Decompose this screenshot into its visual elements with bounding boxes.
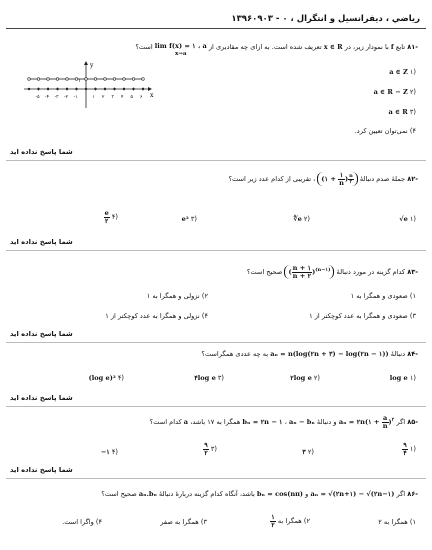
question-number: -۸۱ [407, 43, 418, 51]
graph-open-dot [123, 78, 126, 81]
graph-open-dot [94, 78, 97, 81]
graph-filled-dot [94, 88, 96, 90]
graph-open-dot [113, 78, 116, 81]
question-divider [6, 342, 426, 343]
question-85-option-4[interactable]: −۱ ۴) [100, 448, 118, 456]
x-axis-arrow [148, 87, 152, 91]
question-82-option-3[interactable]: e² ۳) [181, 215, 197, 223]
graph-filled-dot [75, 88, 77, 90]
math-product: aₙ.bₙ [138, 490, 157, 498]
question-divider [6, 250, 426, 251]
stem-text: تعريف شده است. به ازاى چه مقاديرى از [208, 43, 322, 51]
question-divider [6, 160, 426, 161]
stem-text: تابع [395, 43, 406, 51]
question-82-option-4[interactable]: $\frac{e}{۲}$ ۴) [104, 209, 118, 225]
math-domain: x ∈ R [323, 43, 343, 51]
x-tick-labels [36, 94, 143, 100]
graph-open-dot [85, 78, 88, 81]
stem-text: اگر [396, 418, 406, 427]
graph-open-dot [47, 78, 50, 81]
stem-text: صحيح است؟ [246, 268, 283, 277]
x-tick-label: -۲ [64, 95, 69, 100]
x-tick-label: ۵ [130, 95, 133, 100]
graph-filled-dot [37, 88, 39, 90]
graph-filled-dot [66, 88, 68, 90]
x-tick-label: -۱ [73, 95, 78, 100]
stem-text: و [305, 490, 309, 498]
question-82-option-2[interactable]: ∜e ۲) [293, 215, 310, 223]
question-82-option-1[interactable]: √e ۱) [399, 215, 416, 223]
question-83-option-1[interactable]: ۱) صعودى و همگرا به ۱ [350, 292, 416, 300]
graph-filled-dot [104, 88, 106, 90]
question-84-option-4[interactable]: (log e)² ۴) [88, 374, 124, 382]
question-divider [6, 478, 426, 479]
stem-text: جملهٔ صدم دنبالهٔ [359, 175, 406, 184]
graph-open-dot [37, 78, 40, 81]
math-sequence: aₙ = n(log(۲n + ۳) − log(۲n − ۱)) [270, 350, 389, 358]
no-answer-note: شما پاسخ نداده ايد [10, 330, 73, 338]
stem-text: صحيح است؟ [101, 490, 137, 498]
math-difference: aₙ − bₙ [288, 418, 315, 427]
no-answer-note: شما پاسخ نداده ايد [10, 238, 73, 246]
x-axis-label: x [150, 92, 154, 99]
graph-filled-dot [123, 88, 125, 90]
graph-filled-dot [85, 88, 87, 90]
no-answer-note: شما پاسخ نداده ايد [10, 394, 73, 402]
question-83-option-3[interactable]: ۳) صعودى و همگرا به عدد كوچكتر از ۱ [309, 312, 416, 320]
question-85-option-2[interactable]: ۳ ۲) [302, 448, 314, 456]
graph-filled-dot [56, 88, 58, 90]
question-86-option-4[interactable]: ۴) واگرا است. [62, 518, 102, 526]
question-83-option-4[interactable]: ۴) نزولى و همگرا به عدد كوچكتر از ۱ [105, 312, 208, 320]
question-86-option-3[interactable]: ۳) همگرا به صفر [160, 518, 207, 526]
step-function-graph [24, 60, 154, 110]
question-number: -۸۵ [407, 418, 418, 427]
x-tick-label: ۲ [102, 95, 105, 100]
x-tick-label: ۶ [140, 95, 143, 100]
math-sequence: (۱ + $\frac{۱}{n}$ ) $\frac{n}{۲}$ [317, 172, 357, 186]
graph-open-dot [66, 78, 69, 81]
stem-text: ، [284, 418, 287, 427]
graph-open-dot [142, 78, 145, 81]
graph-open-dot [104, 78, 107, 81]
question-86-option-2[interactable]: ۲) همگرا به $\frac{۱}{۲}$ [271, 513, 310, 529]
x-tick-label: ۳ [111, 95, 114, 100]
graph-open-dot [28, 78, 31, 81]
question-81-option-4[interactable]: ۴) نمى‌توان تعيين كرد. [354, 127, 416, 135]
math-f: f [390, 43, 394, 51]
math-an: aₙ = √(۲n+۱) − √(۲n−۱) [310, 490, 395, 498]
question-82-stem [229, 172, 418, 186]
x-tick-label: -۴ [45, 95, 50, 100]
graph-filled-dot [47, 88, 49, 90]
question-84-stem [201, 350, 418, 358]
y-axis-label: y [90, 62, 94, 69]
graph-filled-dot [142, 88, 144, 90]
graph-filled-dot [132, 88, 134, 90]
math-bn: bₙ = ۲n − ۱ [242, 418, 283, 427]
graph-open-dot [56, 78, 59, 81]
question-83-stem [247, 265, 418, 279]
stem-text: و دنبالهٔ [316, 418, 337, 427]
no-answer-note: شما پاسخ نداده ايد [10, 466, 73, 474]
stem-text: با نمودار زير، در [344, 43, 389, 51]
stem-text: اگر [396, 490, 406, 498]
graph-filled-dot [113, 88, 115, 90]
question-84-option-1[interactable]: log e ۱) [389, 374, 416, 382]
x-tick-label: -۳ [54, 95, 59, 100]
question-84-option-2[interactable]: ۲log e ۲) [290, 374, 320, 382]
question-81-option-1[interactable]: a ∈ Z ۱) [389, 68, 416, 76]
stem-text: دنبالهٔ [390, 350, 406, 358]
question-number: -۸۴ [407, 350, 418, 358]
question-number: -۸۶ [407, 490, 418, 498]
stem-text: است؟ [135, 43, 153, 51]
x-tick-label: -۵ [35, 95, 40, 100]
graph-open-dot [132, 78, 135, 81]
no-answer-note: شما پاسخ نداده ايد [10, 148, 73, 156]
stem-text: كدام است؟ [149, 418, 182, 427]
question-divider [6, 406, 426, 407]
question-number: -۸۳ [407, 268, 418, 277]
question-84-option-3[interactable]: ۴log e ۳) [194, 374, 224, 382]
math-limit: lim f(x) = ۱ ، a x→a [154, 42, 207, 57]
question-81-stem [135, 43, 418, 57]
stem-text: كدام گزينه در مورد دنبالهٔ [336, 268, 406, 277]
graph-open-dot [75, 78, 78, 81]
y-tick-label: ۱ [78, 78, 81, 84]
question-number: -۸۲ [407, 175, 418, 184]
stem-text: ، تقريبى از كدام عدد زير است؟ [228, 175, 316, 184]
math-a: a [183, 418, 189, 427]
math-bn: bₙ = cos(nπ) [256, 490, 304, 498]
graph-filled-dot [28, 88, 30, 90]
y-axis-arrow [84, 61, 88, 65]
math-sequence: ( $\frac{n + ۱}{n + ۲}$ )$^{(n-۱)}$ [284, 265, 334, 279]
question-81-option-3[interactable]: a ∈ R ۳) [388, 108, 416, 116]
question-86-option-1[interactable]: ۱) همگرا به ۲ [378, 518, 416, 526]
x-tick-label: ۴ [121, 95, 124, 100]
question-85-option-1[interactable]: $\frac{۹}{۴}$ ۱) [403, 441, 416, 457]
question-81-option-2[interactable]: a ∈ R − Z ۲) [373, 88, 416, 96]
math-an: aₙ = ۲n(۱ + $\frac{a}{n}$ )$^۲$ [338, 414, 395, 430]
stem-text: به چه عددى همگراست؟ [201, 350, 269, 358]
stem-text: باشد، آنگاه كدام گزينه دربارهٔ دنبالهٔ [159, 490, 255, 498]
x-tick-label: ۱ [92, 95, 95, 100]
title-divider [6, 28, 426, 29]
question-85-option-3[interactable]: $\frac{۹}{۲}$ ۳) [204, 441, 217, 457]
question-86-stem [101, 490, 418, 498]
question-85-stem [150, 415, 418, 429]
page-title: رياضي ، ديفرانسيل و انتگرال ، ۰ - ۱۳۹۶۰۹۰۳ [231, 14, 420, 24]
stem-text: همگرا به ۱۷ باشد، [190, 418, 241, 427]
question-83-option-2[interactable]: ۲) نزولى و همگرا به ۱ [146, 292, 208, 300]
